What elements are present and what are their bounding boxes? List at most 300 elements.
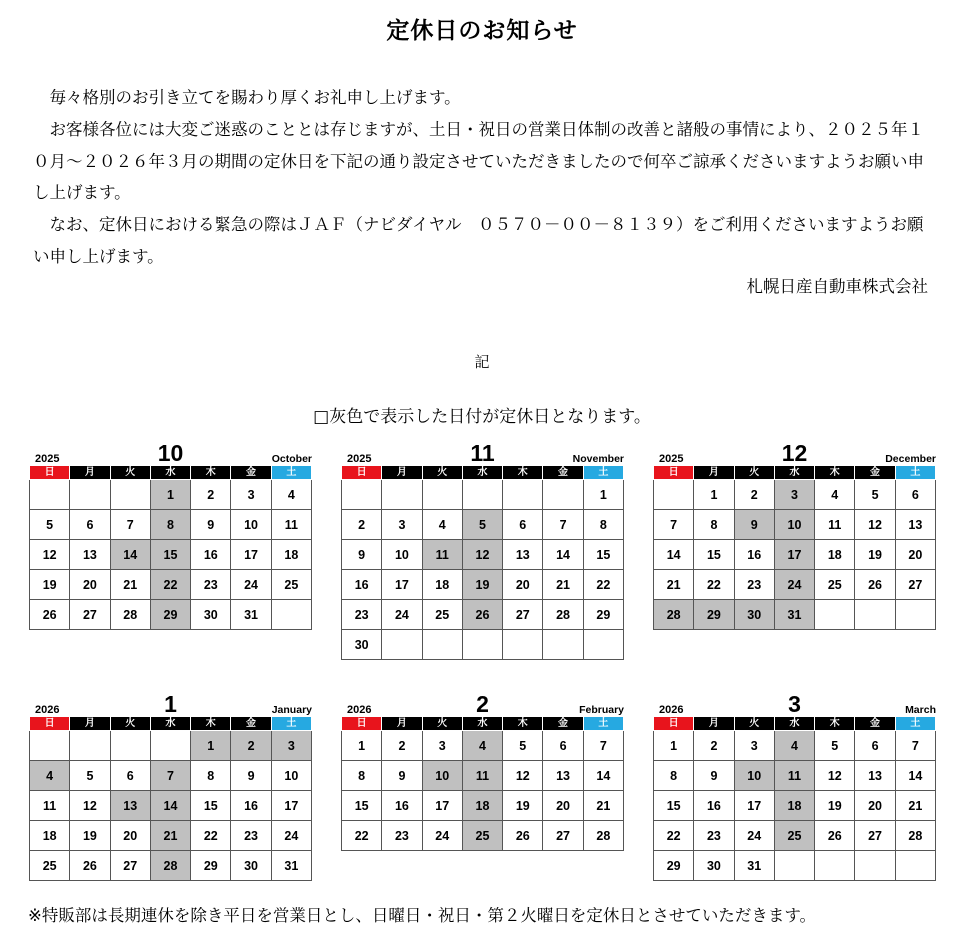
- day-cell: 2: [191, 480, 231, 510]
- closed-day-cell: 18: [462, 791, 502, 821]
- empty-day-cell: [503, 480, 543, 510]
- empty-day-cell: [422, 480, 462, 510]
- day-cell: 16: [191, 540, 231, 570]
- empty-day-cell: [503, 630, 543, 660]
- day-cell: 19: [30, 570, 70, 600]
- weekday-header: 水: [774, 466, 814, 480]
- day-cell: 15: [583, 540, 623, 570]
- day-cell: 25: [422, 600, 462, 630]
- weekday-header: 月: [70, 466, 110, 480]
- day-cell: 6: [70, 510, 110, 540]
- weekday-header: 日: [342, 466, 382, 480]
- ki-heading: 記: [474, 353, 490, 371]
- calendar-month-english: October: [271, 453, 312, 465]
- day-cell: 1: [583, 480, 623, 510]
- empty-day-cell: [855, 600, 895, 630]
- closed-day-cell: 7: [150, 761, 190, 791]
- weekday-header: 土: [895, 717, 935, 731]
- day-cell: 1: [654, 731, 694, 761]
- calendar-grid: [341, 465, 624, 660]
- closed-day-cell: 26: [462, 600, 502, 630]
- day-cell: 8: [654, 761, 694, 791]
- day-cell: 29: [191, 851, 231, 881]
- day-cell: 27: [503, 600, 543, 630]
- empty-day-cell: [895, 600, 935, 630]
- empty-day-cell: [150, 731, 190, 761]
- weekday-header: 日: [30, 717, 70, 731]
- day-cell: 2: [694, 731, 734, 761]
- calendar-week-row: [654, 851, 936, 881]
- day-cell: 13: [503, 540, 543, 570]
- day-cell: 25: [30, 851, 70, 881]
- weekday-header: 土: [895, 466, 935, 480]
- closed-day-cell: 11: [422, 540, 462, 570]
- day-cell: 16: [694, 791, 734, 821]
- day-cell: 9: [231, 761, 271, 791]
- day-cell: 1: [694, 480, 734, 510]
- day-cell: 16: [734, 540, 774, 570]
- day-cell: 4: [422, 510, 462, 540]
- closed-day-cell: 4: [774, 731, 814, 761]
- weekday-header-row: [342, 466, 624, 480]
- day-cell: 17: [734, 791, 774, 821]
- calendar-year: 2025: [659, 453, 684, 465]
- day-cell: 6: [895, 480, 935, 510]
- calendar-year: 2026: [659, 704, 684, 716]
- weekday-header: 金: [231, 717, 271, 731]
- day-cell: 24: [382, 600, 422, 630]
- weekday-header: 木: [191, 717, 231, 731]
- footnote: ※特販部は長期連休を除き平日を営業日とし、日曜日・祝日・第２火曜日を定休日とさせていただきます。: [28, 906, 817, 925]
- calendar-week-row: [654, 761, 936, 791]
- calendar-year: 2026: [35, 704, 60, 716]
- weekday-header-row: [30, 717, 312, 731]
- calendar-week-row: [342, 791, 624, 821]
- calendar-grid: [653, 716, 936, 881]
- closed-day-cell: 4: [462, 731, 502, 761]
- day-cell: 28: [895, 821, 935, 851]
- calendar-grid: [29, 465, 312, 630]
- weekday-header: 水: [462, 466, 502, 480]
- closed-day-cell: 2: [231, 731, 271, 761]
- calendar-header: [653, 440, 936, 466]
- weekday-header: 月: [694, 466, 734, 480]
- calendar-header: [29, 440, 312, 466]
- calendar-week-row: [30, 540, 312, 570]
- calendar-week-row: [654, 540, 936, 570]
- day-cell: 11: [30, 791, 70, 821]
- closed-day-cell: 8: [150, 510, 190, 540]
- day-cell: 26: [30, 600, 70, 630]
- closed-day-cell: 12: [462, 540, 502, 570]
- day-cell: 5: [30, 510, 70, 540]
- weekday-header: 金: [543, 717, 583, 731]
- day-cell: 30: [191, 600, 231, 630]
- weekday-header: 金: [855, 717, 895, 731]
- weekday-header: 木: [815, 466, 855, 480]
- calendar-header: [341, 691, 624, 717]
- closed-day-cell: 25: [462, 821, 502, 851]
- calendar-month-11: [341, 440, 624, 660]
- calendar-month-number: 11: [470, 440, 495, 466]
- day-cell: 21: [110, 570, 150, 600]
- closed-day-cell: 18: [774, 791, 814, 821]
- day-cell: 20: [543, 791, 583, 821]
- weekday-header: 水: [150, 717, 190, 731]
- empty-day-cell: [895, 851, 935, 881]
- calendar-week-row: [342, 570, 624, 600]
- calendar-week-row: [342, 510, 624, 540]
- day-cell: 14: [895, 761, 935, 791]
- closed-day-cell: 24: [774, 570, 814, 600]
- day-cell: 27: [855, 821, 895, 851]
- calendar-month-1: [29, 691, 312, 881]
- calendar-week-row: [30, 731, 312, 761]
- calendar-week-row: [342, 821, 624, 851]
- day-cell: 22: [654, 821, 694, 851]
- day-cell: 26: [503, 821, 543, 851]
- day-cell: 19: [815, 791, 855, 821]
- day-cell: 22: [583, 570, 623, 600]
- weekday-header: 土: [271, 717, 311, 731]
- weekday-header-row: [654, 717, 936, 731]
- closed-day-cell: 11: [774, 761, 814, 791]
- notice-paragraph: お客様各位には大変ご迷惑のこととは存じますが、土日・祝日の営業日体制の改善と諸般の事情により、２０２５年１０月～２０２６年３月の期間の定休日を下記の通り設定させていただきましたので何卒ご諒承くださいますようお願い申し上げます。: [33, 120, 924, 202]
- calendar-week-row: [30, 851, 312, 881]
- weekday-header: 月: [382, 717, 422, 731]
- weekday-header-row: [654, 466, 936, 480]
- day-cell: 20: [855, 791, 895, 821]
- empty-day-cell: [110, 480, 150, 510]
- day-cell: 6: [110, 761, 150, 791]
- weekday-header: 土: [583, 466, 623, 480]
- weekday-header-row: [342, 717, 624, 731]
- calendar-week-row: [342, 761, 624, 791]
- day-cell: 4: [271, 480, 311, 510]
- day-cell: 24: [231, 570, 271, 600]
- empty-day-cell: [815, 851, 855, 881]
- empty-day-cell: [855, 851, 895, 881]
- calendar-week-row: [342, 731, 624, 761]
- day-cell: 21: [583, 791, 623, 821]
- day-cell: 12: [855, 510, 895, 540]
- day-cell: 8: [694, 510, 734, 540]
- day-cell: 14: [583, 761, 623, 791]
- weekday-header: 木: [503, 717, 543, 731]
- day-cell: 28: [543, 600, 583, 630]
- calendar-month-number: 3: [788, 691, 801, 717]
- day-cell: 26: [855, 570, 895, 600]
- day-cell: 14: [543, 540, 583, 570]
- day-cell: 21: [543, 570, 583, 600]
- day-cell: 13: [855, 761, 895, 791]
- calendar-month-3: [653, 691, 936, 881]
- day-cell: 16: [231, 791, 271, 821]
- day-cell: 17: [422, 791, 462, 821]
- day-cell: 20: [70, 570, 110, 600]
- day-cell: 15: [694, 540, 734, 570]
- closed-day-cell: 9: [734, 510, 774, 540]
- day-cell: 14: [654, 540, 694, 570]
- closed-day-cell: 14: [110, 540, 150, 570]
- weekday-header: 月: [382, 466, 422, 480]
- day-cell: 9: [342, 540, 382, 570]
- calendar-year: 2026: [347, 704, 372, 716]
- weekday-header: 火: [734, 466, 774, 480]
- day-cell: 21: [654, 570, 694, 600]
- closed-day-cell: 10: [734, 761, 774, 791]
- calendar-year: 2025: [35, 453, 60, 465]
- day-cell: 18: [815, 540, 855, 570]
- day-cell: 3: [422, 731, 462, 761]
- day-cell: 9: [191, 510, 231, 540]
- calendar-week-row: [654, 791, 936, 821]
- closed-day-cell: 17: [774, 540, 814, 570]
- day-cell: 19: [503, 791, 543, 821]
- day-cell: 31: [271, 851, 311, 881]
- calendar-month-number: 2: [476, 691, 489, 717]
- day-cell: 23: [191, 570, 231, 600]
- legend-note: □灰色で表示した日付が定休日となります。: [313, 407, 651, 427]
- calendar-month-english: November: [572, 453, 624, 465]
- day-cell: 23: [694, 821, 734, 851]
- closed-day-cell: 11: [462, 761, 502, 791]
- calendar-header: [341, 440, 624, 466]
- day-cell: 10: [271, 761, 311, 791]
- weekday-header: 土: [583, 717, 623, 731]
- empty-day-cell: [70, 480, 110, 510]
- day-cell: 2: [342, 510, 382, 540]
- day-cell: 26: [70, 851, 110, 881]
- calendar-header: [29, 691, 312, 717]
- closed-day-cell: 30: [734, 600, 774, 630]
- empty-day-cell: [462, 480, 502, 510]
- day-cell: 7: [895, 731, 935, 761]
- day-cell: 28: [110, 600, 150, 630]
- closed-day-cell: 10: [422, 761, 462, 791]
- weekday-header: 月: [694, 717, 734, 731]
- calendar-month-number: 1: [164, 691, 177, 717]
- calendar-year: 2025: [347, 453, 372, 465]
- empty-day-cell: [382, 630, 422, 660]
- day-cell: 9: [694, 761, 734, 791]
- day-cell: 2: [382, 731, 422, 761]
- weekday-header: 木: [815, 717, 855, 731]
- day-cell: 13: [70, 540, 110, 570]
- weekday-header: 火: [110, 717, 150, 731]
- day-cell: 12: [815, 761, 855, 791]
- calendar-week-row: [654, 480, 936, 510]
- day-cell: 10: [382, 540, 422, 570]
- day-cell: 22: [191, 821, 231, 851]
- day-cell: 15: [191, 791, 231, 821]
- day-cell: 12: [70, 791, 110, 821]
- day-cell: 27: [543, 821, 583, 851]
- weekday-header: 水: [462, 717, 502, 731]
- calendar-week-row: [30, 600, 312, 630]
- day-cell: 11: [815, 510, 855, 540]
- calendar-week-row: [654, 600, 936, 630]
- empty-day-cell: [462, 630, 502, 660]
- day-cell: 24: [734, 821, 774, 851]
- day-cell: 23: [382, 821, 422, 851]
- closed-day-cell: 4: [30, 761, 70, 791]
- closed-day-cell: 3: [774, 480, 814, 510]
- day-cell: 2: [734, 480, 774, 510]
- calendar-month-english: January: [271, 704, 312, 716]
- weekday-header: 月: [70, 717, 110, 731]
- calendar-month-2: [341, 691, 624, 851]
- closed-day-cell: 28: [654, 600, 694, 630]
- calendar-month-english: March: [905, 704, 936, 716]
- day-cell: 29: [654, 851, 694, 881]
- day-cell: 20: [110, 821, 150, 851]
- weekday-header: 金: [543, 466, 583, 480]
- calendar-month-12: [653, 440, 936, 630]
- closed-day-cell: 13: [110, 791, 150, 821]
- closed-day-cell: 1: [191, 731, 231, 761]
- day-cell: 19: [70, 821, 110, 851]
- day-cell: 8: [342, 761, 382, 791]
- empty-day-cell: [774, 851, 814, 881]
- day-cell: 7: [654, 510, 694, 540]
- calendar-week-row: [342, 480, 624, 510]
- day-cell: 11: [271, 510, 311, 540]
- day-cell: 13: [895, 510, 935, 540]
- closed-day-cell: 19: [462, 570, 502, 600]
- day-cell: 6: [543, 731, 583, 761]
- day-cell: 27: [70, 600, 110, 630]
- closed-day-cell: 25: [774, 821, 814, 851]
- day-cell: 3: [382, 510, 422, 540]
- day-cell: 8: [583, 510, 623, 540]
- empty-day-cell: [543, 480, 583, 510]
- calendar-grid: [341, 716, 624, 851]
- day-cell: 17: [231, 540, 271, 570]
- day-cell: 20: [895, 540, 935, 570]
- day-cell: 20: [503, 570, 543, 600]
- calendar-week-row: [654, 570, 936, 600]
- calendar-month-english: February: [579, 704, 624, 716]
- day-cell: 29: [583, 600, 623, 630]
- day-cell: 26: [815, 821, 855, 851]
- day-cell: 15: [654, 791, 694, 821]
- weekday-header: 水: [774, 717, 814, 731]
- day-cell: 24: [271, 821, 311, 851]
- day-cell: 22: [694, 570, 734, 600]
- weekday-header: 木: [191, 466, 231, 480]
- calendar-grid: [653, 465, 936, 630]
- day-cell: 13: [543, 761, 583, 791]
- weekday-header: 日: [342, 717, 382, 731]
- day-cell: 16: [382, 791, 422, 821]
- calendar-month-number: 10: [157, 440, 184, 466]
- calendar-week-row: [30, 821, 312, 851]
- day-cell: 30: [342, 630, 382, 660]
- empty-day-cell: [110, 731, 150, 761]
- calendar-month-10: [29, 440, 312, 630]
- day-cell: 7: [583, 731, 623, 761]
- weekday-header: 土: [271, 466, 311, 480]
- calendar-week-row: [30, 761, 312, 791]
- closed-day-cell: 29: [150, 600, 190, 630]
- day-cell: 19: [855, 540, 895, 570]
- day-cell: 9: [382, 761, 422, 791]
- calendar-week-row: [30, 791, 312, 821]
- calendar-month-number: 12: [781, 440, 808, 466]
- day-cell: 12: [503, 761, 543, 791]
- weekday-header: 水: [150, 466, 190, 480]
- closed-day-cell: 3: [271, 731, 311, 761]
- calendar-grid: [29, 716, 312, 881]
- empty-day-cell: [342, 480, 382, 510]
- closed-day-cell: 15: [150, 540, 190, 570]
- day-cell: 6: [855, 731, 895, 761]
- day-cell: 28: [583, 821, 623, 851]
- calendar-week-row: [30, 510, 312, 540]
- empty-day-cell: [583, 630, 623, 660]
- page-title: 定休日のお知らせ: [386, 18, 578, 44]
- closed-day-cell: 31: [774, 600, 814, 630]
- day-cell: 30: [231, 851, 271, 881]
- day-cell: 15: [342, 791, 382, 821]
- weekday-header: 日: [654, 466, 694, 480]
- day-cell: 3: [231, 480, 271, 510]
- day-cell: 8: [191, 761, 231, 791]
- day-cell: 23: [231, 821, 271, 851]
- closed-day-cell: 5: [462, 510, 502, 540]
- day-cell: 31: [231, 600, 271, 630]
- weekday-header: 木: [503, 466, 543, 480]
- day-cell: 7: [110, 510, 150, 540]
- closed-day-cell: 28: [150, 851, 190, 881]
- day-cell: 5: [503, 731, 543, 761]
- empty-day-cell: [382, 480, 422, 510]
- empty-day-cell: [543, 630, 583, 660]
- empty-day-cell: [422, 630, 462, 660]
- closed-day-cell: 29: [694, 600, 734, 630]
- calendar-week-row: [342, 630, 624, 660]
- day-cell: 22: [342, 821, 382, 851]
- calendar-week-row: [654, 510, 936, 540]
- day-cell: 5: [855, 480, 895, 510]
- weekday-header-row: [30, 466, 312, 480]
- weekday-header: 火: [422, 717, 462, 731]
- calendar-week-row: [30, 570, 312, 600]
- calendar-month-english: December: [885, 453, 936, 465]
- calendar-week-row: [654, 821, 936, 851]
- closed-day-cell: 10: [774, 510, 814, 540]
- calendar-week-row: [654, 731, 936, 761]
- day-cell: 17: [271, 791, 311, 821]
- day-cell: 25: [815, 570, 855, 600]
- day-cell: 5: [815, 731, 855, 761]
- weekday-header: 火: [110, 466, 150, 480]
- day-cell: 23: [734, 570, 774, 600]
- company-name: 札幌日産自動車株式会社: [746, 277, 928, 296]
- weekday-header: 金: [231, 466, 271, 480]
- day-cell: 30: [694, 851, 734, 881]
- greeting-paragraph: 毎々格別のお引き立てを賜わり厚くお礼申し上げます。: [33, 88, 461, 107]
- day-cell: 18: [271, 540, 311, 570]
- day-cell: 12: [30, 540, 70, 570]
- day-cell: 27: [895, 570, 935, 600]
- day-cell: 3: [734, 731, 774, 761]
- weekday-header: 火: [422, 466, 462, 480]
- calendar-week-row: [30, 480, 312, 510]
- closed-day-cell: 14: [150, 791, 190, 821]
- calendar-week-row: [342, 600, 624, 630]
